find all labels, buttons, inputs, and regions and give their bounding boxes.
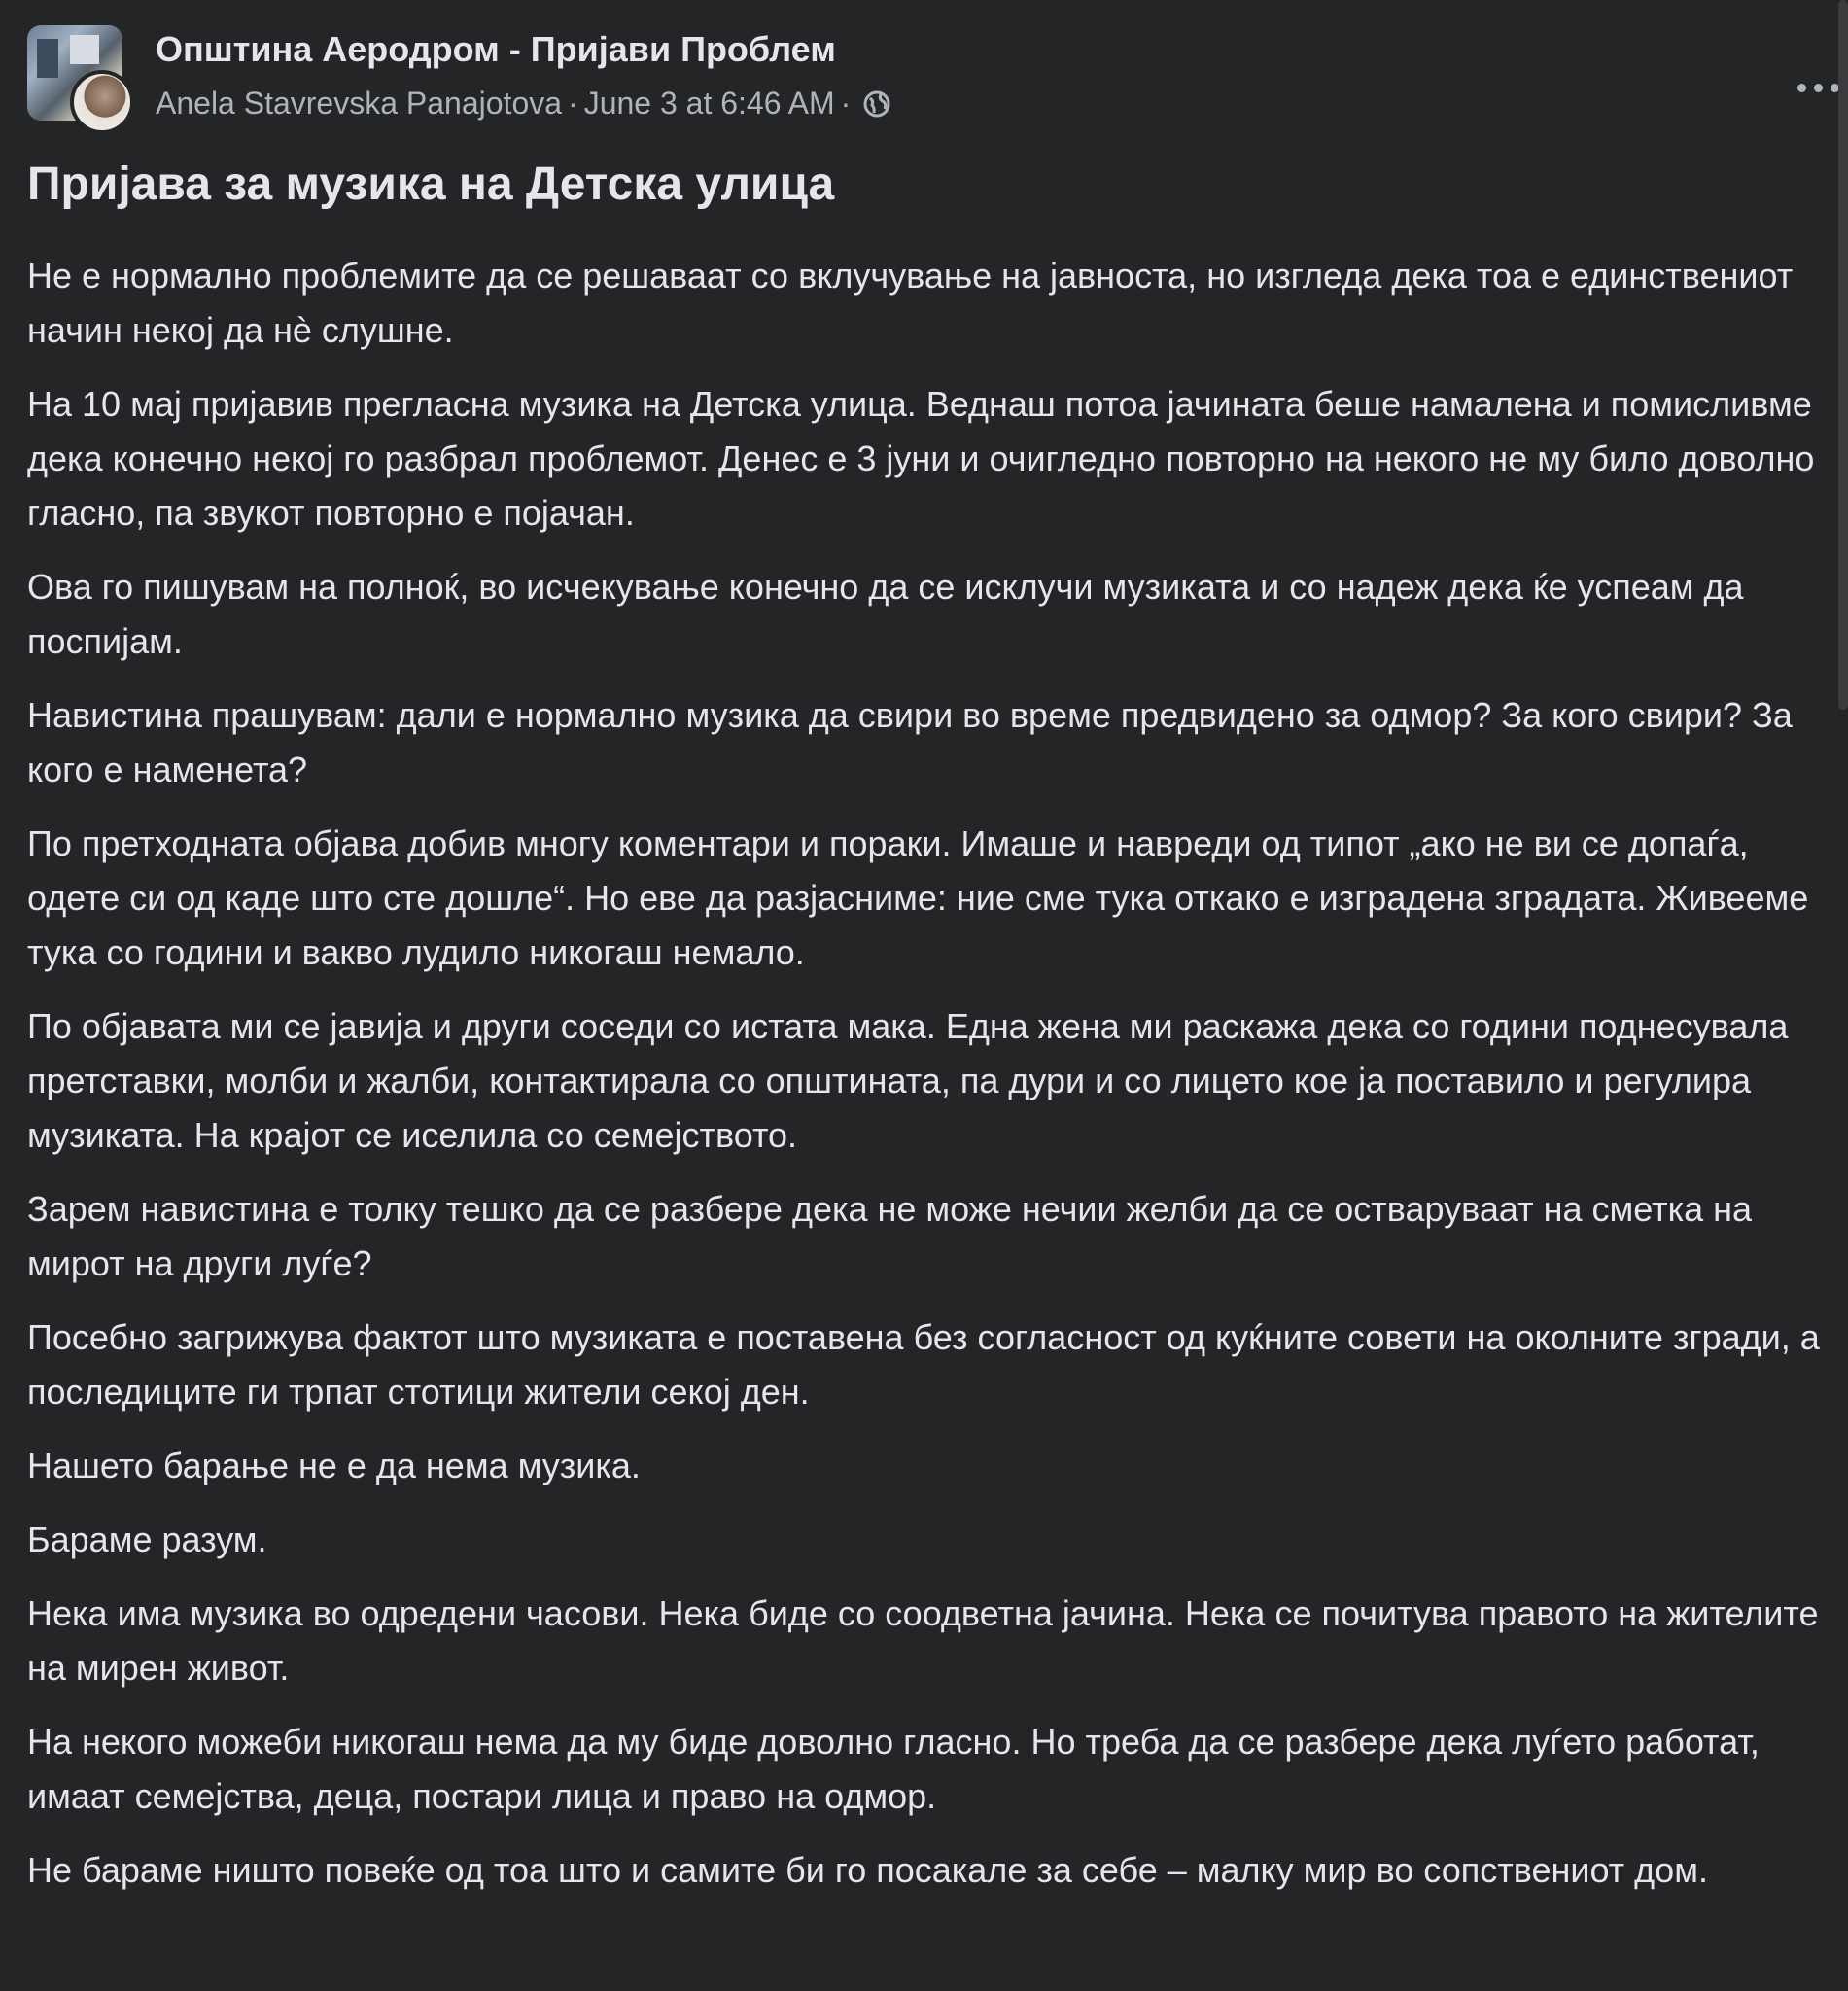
post-paragraph: На некого можеби никогаш нема да му биде доволно гласно. Но треба да се разбере дека луѓето работат, имаат семејства, деца, постари лица и право на одмор.	[27, 1722, 1760, 1816]
post-paragraph: Зарем навистина е толку тешко да се разбере дека не може нечии желби да се остваруваат на сметка на мирот на други луѓе?	[27, 1189, 1753, 1283]
meta-separator-2: ·	[840, 86, 852, 121]
scrollbar[interactable]	[1838, 0, 1848, 710]
author-avatar[interactable]	[70, 70, 134, 134]
post-paragraph: Нашето барање не е да нема музика.	[27, 1446, 641, 1485]
post-paragraph: Ова го пишувам на полноќ, во исчекување конечно да се исклучи музиката и со надеж дека ќе успеам да поспијам.	[27, 567, 1744, 661]
post-body	[27, 249, 1837, 1917]
post-paragraph: Не е нормално проблемите да се решаваат со вклучување на јавноста, но изгледа дека тоа е единствениот начин некој да нè слушне.	[27, 256, 1794, 350]
meta-separator: ·	[568, 86, 578, 121]
post-paragraph: На 10 мај пријавив прегласна музика на Детска улица. Веднаш потоа јачината беше намалена и помисливме дека конечно некој го разбрал проблемот. Денес е 3 јуни и очигледно повторно на некого не му било доволно гласно, па звукот повторно е појачан.	[27, 384, 1815, 533]
post-paragraph: Навистина прашувам: дали е нормално музика да свири во време предвидено за одмор? За кого свири? За кого е наменета?	[27, 695, 1793, 789]
post-paragraph: Не бараме ништо повеќе од тоа што и самите би го посакале за себе – малку мир во сопствениот дом.	[27, 1850, 1708, 1890]
globe-icon[interactable]	[862, 89, 891, 119]
post-paragraph: Нека има музика во одредени часови. Нека биде со соодветна јачина. Нека се почитува правото на жителите на мирен живот.	[27, 1593, 1819, 1688]
post-paragraph: По претходната објава добив многу коментари и пораки. Имаше и навреди од типот „ако не ви се допаѓа, одете си од каде што сте дошле“. Но еве да разјасниме: ние сме тука откако е изградена зградата. Живееме тука со години и вакво лудило никогаш немало.	[27, 823, 1809, 972]
avatar[interactable]	[27, 25, 134, 132]
group-name-link[interactable]: Општина Аеродром - Пријави Проблем	[156, 29, 836, 69]
post-paragraph: Бараме разум.	[27, 1519, 267, 1559]
post-meta	[156, 86, 891, 122]
post-paragraph: Посебно загрижува фактот што музиката е поставена без согласност од куќните совети на околните згради, а последиците ги трпат стотици жители секој ден.	[27, 1317, 1820, 1412]
post-timestamp-link[interactable]: June 3 at 6:46 AM	[583, 86, 835, 121]
post-paragraph: По објавата ми се јавија и други соседи со истата мака. Една жена ми раскажа дека со години поднесувала претставки, молби и жалби, контактирала со општината, па дури и со лицето кое ја поставило и регулира музиката. На крајот се иселила со семејството.	[27, 1006, 1789, 1155]
post-title: Пријава за музика на Детска улица	[27, 158, 835, 210]
post-header	[27, 25, 1816, 132]
author-name-link[interactable]: Anela Stavrevska Panajotova	[156, 86, 563, 121]
